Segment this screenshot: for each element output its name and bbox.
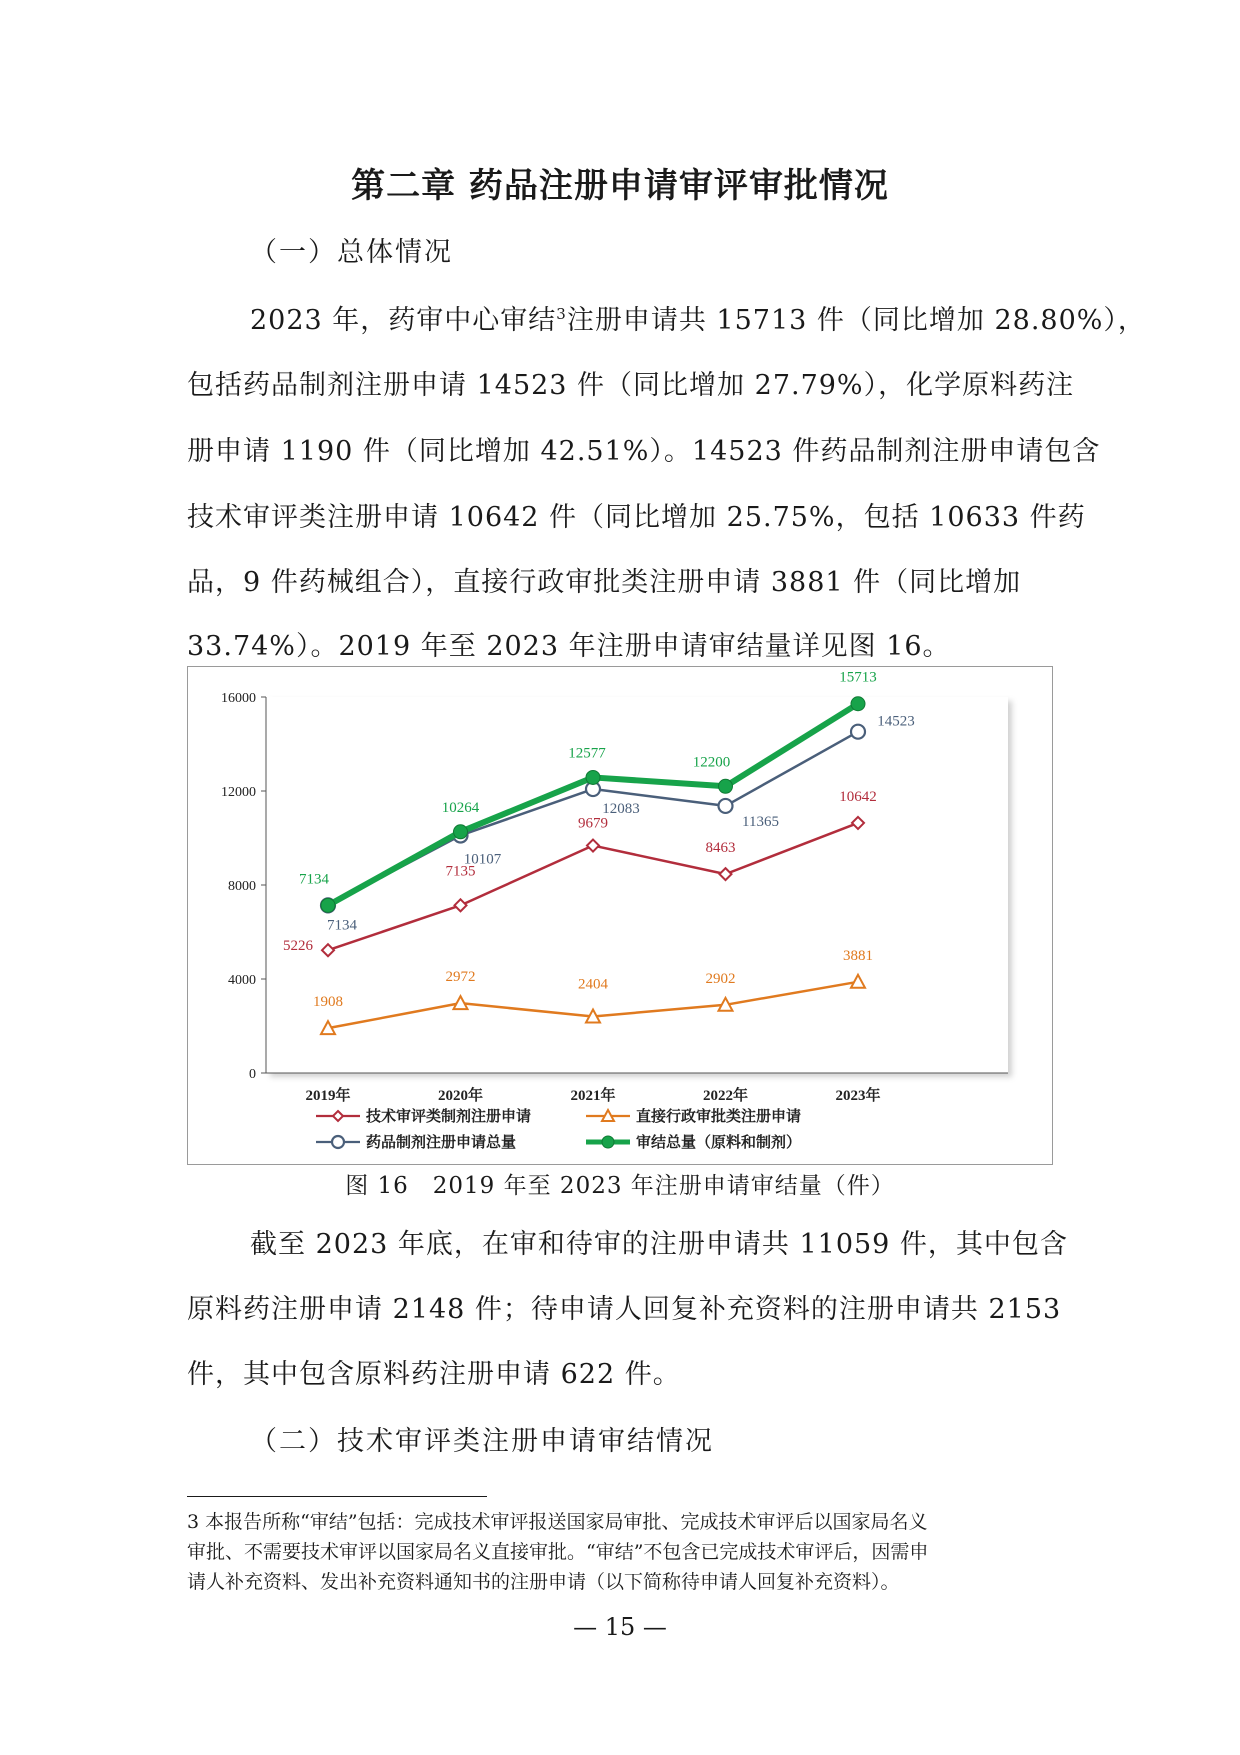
data-point-filled	[321, 898, 335, 912]
data-label: 2902	[705, 970, 736, 987]
data-label: 2404	[578, 976, 608, 993]
paragraph-1-line-1-pre: 2023 年，药审中心审结	[250, 305, 557, 336]
data-label: 3881	[843, 947, 873, 964]
data-label: 10107	[463, 851, 502, 868]
data-point-circle	[332, 1136, 344, 1148]
data-label: 9679	[578, 815, 608, 832]
legend-label: 直接行政审批类注册申请	[636, 1109, 802, 1125]
footnote-line-2: 审批、不需要技术审评以国家局名义直接审批。“审结”不包含已完成技术审评后，因需申	[187, 1541, 929, 1563]
paragraph-2-line-3: 件，其中包含原料药注册申请 622 件。	[187, 1359, 681, 1390]
x-tick-label: 2020年	[437, 1088, 484, 1104]
paragraph-1-line-1	[250, 298, 1146, 337]
section-heading-overview: （一）总体情况	[250, 237, 453, 268]
data-point-filled	[586, 770, 600, 784]
paragraph-1-line-5: 品，9 件药械组合），直接行政审批类注册申请 3881 件（同比增加	[187, 567, 1022, 598]
footnote-line-3: 请人补充资料、发出补充资料通知书的注册申请（以下简称待申请人回复补充资料）。	[187, 1571, 900, 1593]
data-label: 7134	[299, 871, 329, 888]
data-point-filled	[602, 1136, 614, 1148]
data-point-filled	[851, 697, 865, 711]
x-tick-label: 2019年	[305, 1088, 351, 1104]
y-tick-label: 8000	[228, 879, 256, 894]
y-tick-label: 4000	[228, 973, 256, 988]
data-label: 8463	[705, 840, 736, 857]
x-tick-label: 2023年	[835, 1088, 881, 1104]
data-label: 12577	[568, 745, 606, 762]
paragraph-1-line-3: 册申请 1190 件（同比增加 42.51%）。14523 件药品制剂注册申请包含	[187, 436, 1101, 467]
y-tick-label: 0	[249, 1067, 256, 1082]
section-heading-technical-review: （二）技术审评类注册申请审结情况	[250, 1426, 714, 1457]
data-label: 12083	[602, 801, 640, 818]
footnote-reference: 3	[556, 305, 567, 323]
paragraph-1-line-6: 33.74%）。2019 年至 2023 年注册申请审结量详见图 16。	[187, 631, 951, 662]
footnote-divider	[187, 1496, 487, 1497]
paragraph-2-line-1: 截至 2023 年底，在审和待审的注册申请共 11059 件，其中包含	[250, 1229, 1068, 1260]
data-label: 15713	[839, 669, 877, 686]
data-label: 10642	[839, 788, 877, 805]
legend-label: 技术审评类制剂注册申请	[366, 1109, 532, 1125]
data-label: 12200	[692, 754, 731, 771]
chart-frame	[187, 666, 1053, 1165]
data-point-filled	[719, 779, 733, 793]
data-label: 14523	[877, 713, 915, 730]
y-tick-label: 16000	[221, 691, 256, 706]
paragraph-1-line-4: 技术审评类注册申请 10642 件（同比增加 25.75%，包括 10633 件药	[187, 502, 1086, 533]
figure-caption: 图 16 2019 年至 2023 年注册申请审结量（件）	[345, 1173, 895, 1199]
data-point-filled	[454, 825, 468, 839]
page-number: — 15 —	[573, 1613, 667, 1641]
data-label: 5226	[283, 938, 313, 955]
data-point-circle	[719, 799, 733, 813]
data-label: 1908	[313, 994, 343, 1011]
data-label: 11365	[742, 813, 779, 830]
chapter-title: 第二章 药品注册申请审评审批情况	[351, 166, 889, 206]
x-tick-label: 2021年	[570, 1088, 616, 1104]
x-tick-label: 2022年	[702, 1088, 749, 1104]
footnote-line-1: 3 本报告所称“审结”包括：完成技术审评报送国家局审批、完成技术审评后以国家局名义	[187, 1511, 928, 1533]
y-tick-label: 12000	[221, 785, 256, 800]
data-label: 7134	[327, 917, 357, 934]
data-point-circle	[851, 725, 865, 739]
data-label: 2972	[445, 969, 476, 986]
data-label: 10264	[441, 799, 480, 816]
plot-area	[266, 697, 1008, 1073]
paragraph-1-line-1-post: 注册申请共 15713 件（同比增加 28.80%），	[566, 305, 1146, 336]
data-point-diamond	[333, 1111, 343, 1121]
paragraph-1-line-2: 包括药品制剂注册申请 14523 件（同比增加 27.79%），化学原料药注	[187, 370, 1075, 401]
data-label: 7135	[445, 863, 476, 880]
legend-label: 审结总量（原料和制剂）	[636, 1135, 802, 1151]
line-chart	[188, 667, 1052, 1164]
paragraph-2-line-2: 原料药注册申请 2148 件；待申请人回复补充资料的注册申请共 2153	[187, 1294, 1062, 1325]
legend-label: 药品制剂注册申请总量	[366, 1135, 517, 1151]
